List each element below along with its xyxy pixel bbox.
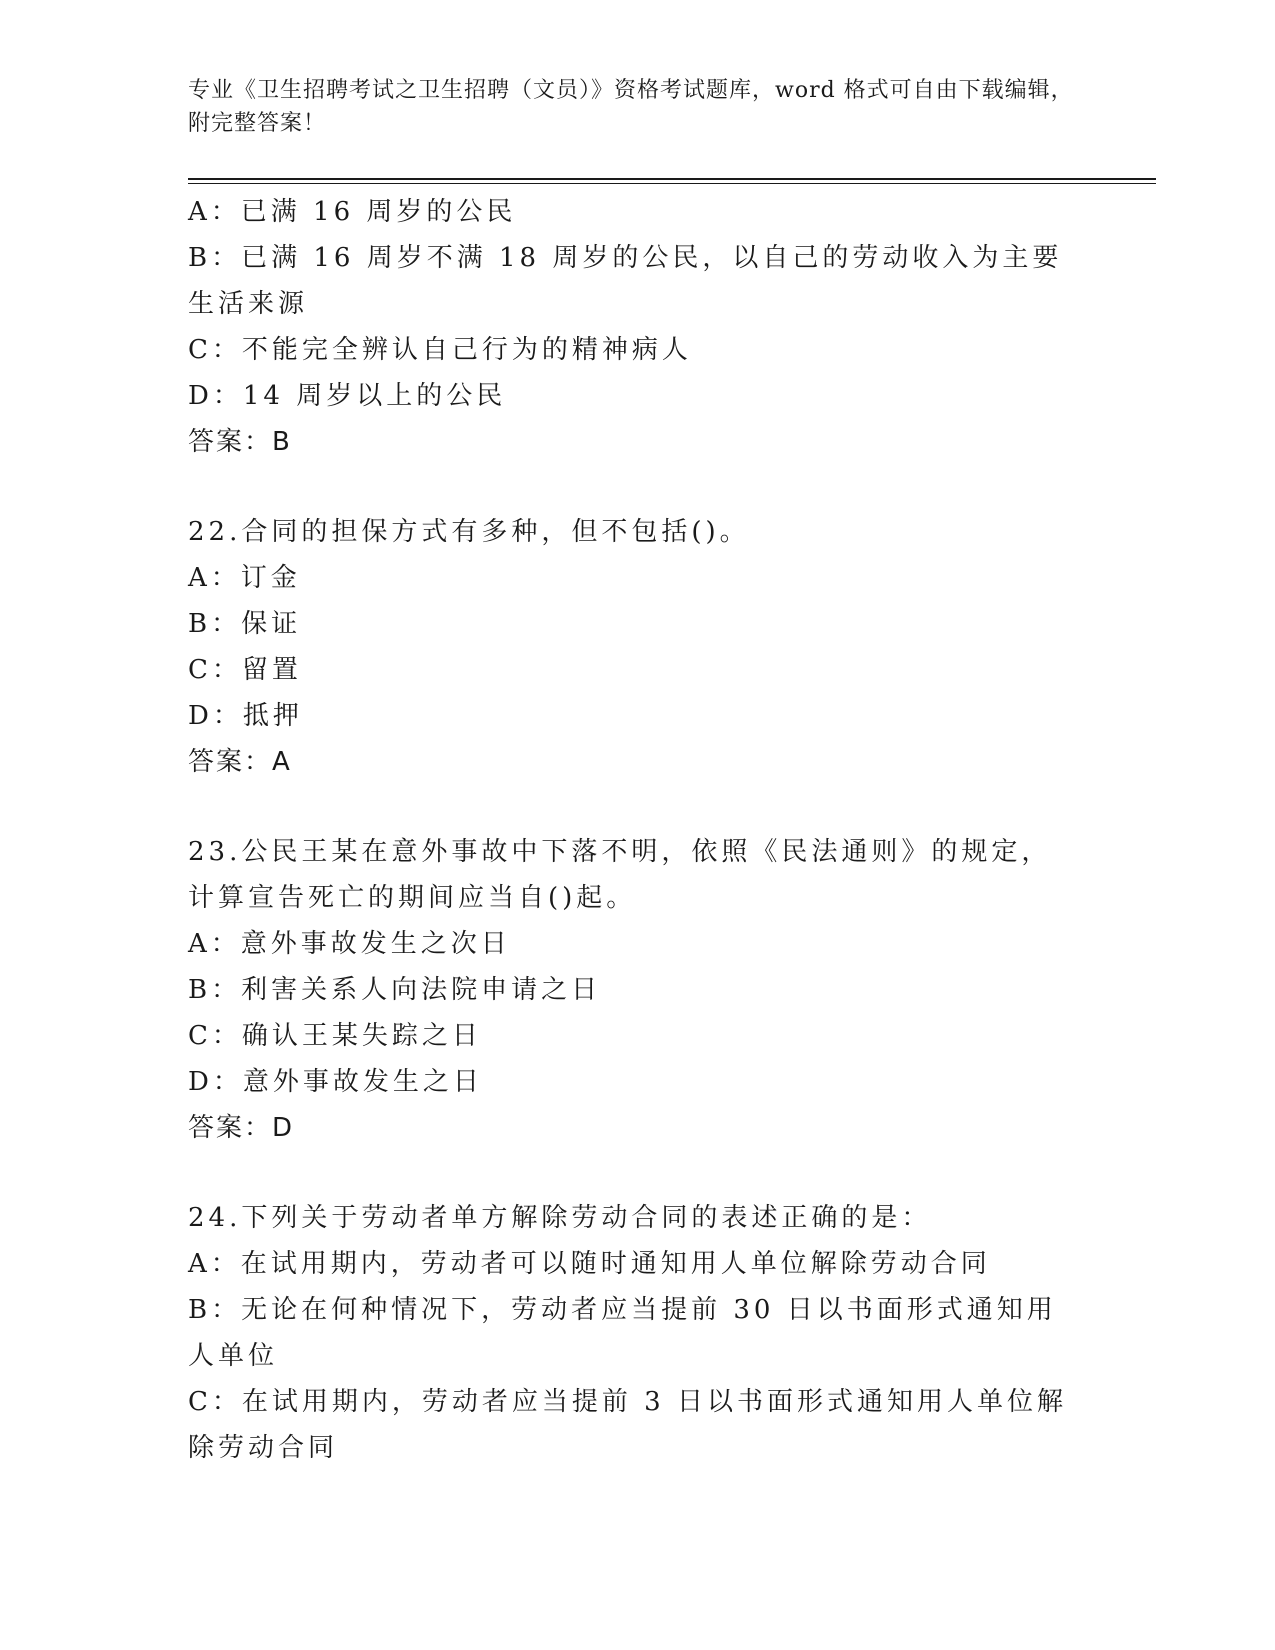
answer-line: 答案：B <box>188 427 292 457</box>
document-header: 专业《卫生招聘考试之卫生招聘（文员）》资格考试题库，word 格式可自由下载编辑，附完整答案！ <box>188 78 1074 136</box>
question-stem: 23.公民王某在意外事故中下落不明，依照《民法通则》的规定，计算宣告死亡的期间应当自()起。 <box>188 837 1052 913</box>
spacer <box>188 1151 1078 1195</box>
option-b: B：利害关系人向法院申请之日 <box>188 975 602 1005</box>
option-a: A：已满 16 周岁的公民 <box>188 197 517 227</box>
option-c: C：不能完全辨认自己行为的精神病人 <box>188 335 692 365</box>
option-b: B：保证 <box>188 609 302 639</box>
header-rule-thick <box>188 178 1156 180</box>
option-c: C：确认王某失踪之日 <box>188 1021 482 1051</box>
question-stem: 22.合同的担保方式有多种，但不包括()。 <box>188 517 750 547</box>
answer-line: 答案：A <box>188 747 292 777</box>
option-d: D：意外事故发生之日 <box>188 1067 483 1097</box>
option-b: B：已满 16 周岁不满 18 周岁的公民，以自己的劳动收入为主要生活来源 <box>188 243 1063 319</box>
spacer <box>188 465 1078 509</box>
option-b: B：无论在何种情况下，劳动者应当提前 30 日以书面形式通知用人单位 <box>188 1295 1057 1371</box>
question-block-24 <box>188 1195 1078 1471</box>
option-d: D：抵押 <box>188 701 303 731</box>
option-c: C：在试用期内，劳动者应当提前 3 日以书面形式通知用人单位解除劳动合同 <box>188 1387 1067 1463</box>
spacer <box>188 785 1078 829</box>
answer-line: 答案：D <box>188 1113 295 1143</box>
header-rule-thin <box>188 183 1156 184</box>
option-c: C：留置 <box>188 655 302 685</box>
question-block-prev <box>188 189 1078 465</box>
question-stem: 24.下列关于劳动者单方解除劳动合同的表述正确的是： <box>188 1203 932 1233</box>
option-a: A：订金 <box>188 563 301 593</box>
option-d: D：14 周岁以上的公民 <box>188 381 507 411</box>
question-block-23 <box>188 829 1078 1151</box>
option-a: A：在试用期内，劳动者可以随时通知用人单位解除劳动合同 <box>188 1249 991 1279</box>
question-content <box>188 189 1078 1471</box>
option-a: A：意外事故发生之次日 <box>188 929 511 959</box>
question-block-22 <box>188 509 1078 785</box>
